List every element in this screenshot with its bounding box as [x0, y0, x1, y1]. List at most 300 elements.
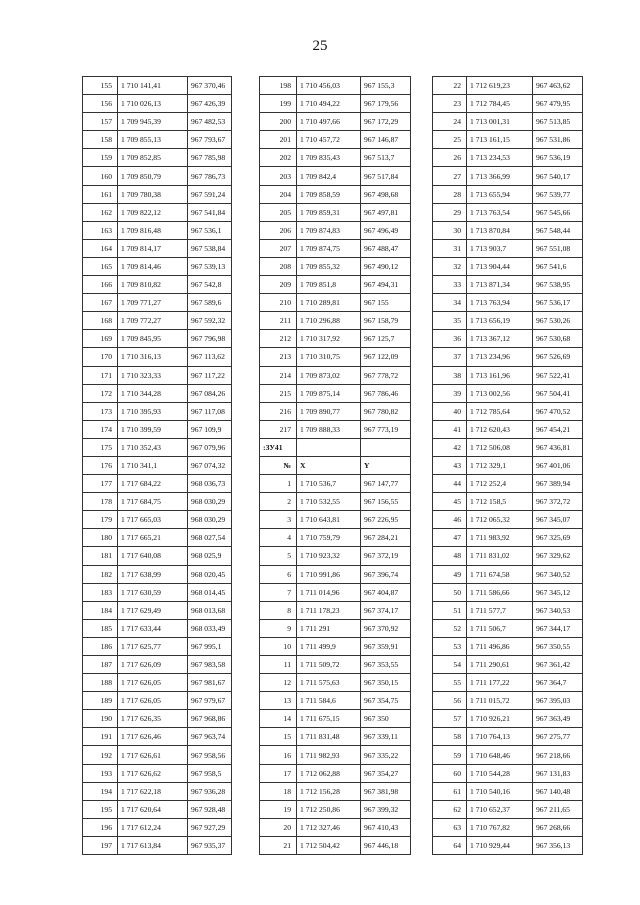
- x-coordinate-cell: 1 710 648,46: [467, 746, 533, 764]
- number-header: №: [260, 456, 297, 474]
- table-row: [260, 312, 411, 330]
- x-coordinate-cell: 1 710 991,86: [297, 565, 361, 583]
- x-coordinate-cell: 1 709 814,46: [118, 257, 188, 275]
- point-number-cell: 6: [260, 565, 297, 583]
- y-coordinate-cell: 967 591,24: [188, 185, 232, 203]
- table-row: [83, 547, 232, 565]
- y-coordinate-cell: 967 538,84: [188, 239, 232, 257]
- table-row: [433, 764, 583, 782]
- x-coordinate-cell: 1 712 065,32: [467, 511, 533, 529]
- table-row: [260, 493, 411, 511]
- y-coordinate-cell: 967 372,72: [533, 493, 583, 511]
- y-coordinate-cell: 967 436,81: [533, 438, 583, 456]
- y-coordinate-cell: 968 030,29: [188, 511, 232, 529]
- y-header: Y: [361, 456, 411, 474]
- x-coordinate-cell: 1 711 584,6: [297, 692, 361, 710]
- y-coordinate-cell: 967 340,52: [533, 565, 583, 583]
- point-number-cell: 194: [83, 782, 118, 800]
- y-coordinate-cell: 968 025,9: [188, 547, 232, 565]
- y-coordinate-cell: 967 389,94: [533, 475, 583, 493]
- table-row: [260, 583, 411, 601]
- x-coordinate-cell: 1 709 873,02: [297, 366, 361, 384]
- y-coordinate-cell: 967 526,69: [533, 348, 583, 366]
- x-coordinate-cell: 1 713 903,7: [467, 239, 533, 257]
- point-number-cell: 201: [260, 131, 297, 149]
- y-coordinate-cell: 967 592,32: [188, 312, 232, 330]
- x-coordinate-cell: 1 709 845,95: [118, 330, 188, 348]
- y-coordinate-cell: 967 983,58: [188, 656, 232, 674]
- x-coordinate-cell: 1 713 871,34: [467, 276, 533, 294]
- table-row: [260, 239, 411, 257]
- point-number-cell: 159: [83, 149, 118, 167]
- point-number-cell: 190: [83, 710, 118, 728]
- y-coordinate-cell: 967 785,98: [188, 149, 232, 167]
- point-number-cell: 45: [433, 493, 467, 511]
- y-coordinate-cell: 967 147,77: [361, 475, 411, 493]
- x-coordinate-cell: 1 713 870,84: [467, 221, 533, 239]
- y-coordinate-cell: 967 109,9: [188, 420, 232, 438]
- x-coordinate-cell: 1 712 785,64: [467, 402, 533, 420]
- y-coordinate-cell: 967 981,67: [188, 674, 232, 692]
- table-row: [433, 674, 583, 692]
- x-coordinate-cell: 1 709 835,43: [297, 149, 361, 167]
- table-row: [260, 818, 411, 836]
- table-row: [433, 710, 583, 728]
- point-number-cell: 13: [260, 692, 297, 710]
- table-row: [260, 221, 411, 239]
- table-row: [83, 402, 232, 420]
- point-number-cell: 186: [83, 637, 118, 655]
- point-number-cell: 17: [260, 764, 297, 782]
- table-row: [260, 674, 411, 692]
- table-row: [260, 836, 411, 854]
- table-row: [260, 782, 411, 800]
- x-coordinate-cell: 1 710 497,66: [297, 113, 361, 131]
- table-row: [260, 402, 411, 420]
- x-coordinate-cell: 1 717 638,99: [118, 565, 188, 583]
- point-number-cell: 198: [260, 77, 297, 95]
- table-row: [83, 131, 232, 149]
- point-number-cell: 48: [433, 547, 467, 565]
- table-row: [433, 294, 583, 312]
- coordinates-table-left: [82, 76, 232, 855]
- x-coordinate-cell: 1 709 851,8: [297, 276, 361, 294]
- table-row: [433, 366, 583, 384]
- point-number-cell: 30: [433, 221, 467, 239]
- table-row: [433, 402, 583, 420]
- point-number-cell: 208: [260, 257, 297, 275]
- point-number-cell: 21: [260, 836, 297, 854]
- y-coordinate-cell: 967 156,55: [361, 493, 411, 511]
- table-row: [433, 95, 583, 113]
- x-coordinate-cell: 1 712 504,42: [297, 836, 361, 854]
- x-coordinate-cell: 1 709 855,13: [118, 131, 188, 149]
- table-row: [433, 601, 583, 619]
- y-coordinate-cell: 967 354,75: [361, 692, 411, 710]
- table-row: [433, 619, 583, 637]
- x-coordinate-cell: 1 710 395,93: [118, 402, 188, 420]
- point-number-cell: 50: [433, 583, 467, 601]
- x-coordinate-cell: 1 710 759,79: [297, 529, 361, 547]
- table-row: [433, 77, 583, 95]
- x-coordinate-cell: 1 712 156,28: [297, 782, 361, 800]
- y-coordinate-cell: 967 551,08: [533, 239, 583, 257]
- y-coordinate-cell: 967 968,86: [188, 710, 232, 728]
- y-coordinate-cell: 967 079,96: [188, 438, 232, 456]
- table-row: [433, 475, 583, 493]
- table-row: [433, 836, 583, 854]
- table-row: [433, 656, 583, 674]
- x-coordinate-cell: 1 711 499,9: [297, 637, 361, 655]
- y-coordinate-cell: 967 353,55: [361, 656, 411, 674]
- x-coordinate-cell: 1 712 158,5: [467, 493, 533, 511]
- y-coordinate-cell: 967 479,95: [533, 95, 583, 113]
- table-row: [260, 728, 411, 746]
- point-number-cell: 41: [433, 420, 467, 438]
- y-coordinate-cell: 968 027,54: [188, 529, 232, 547]
- point-number-cell: 37: [433, 348, 467, 366]
- table-row: [83, 185, 232, 203]
- point-number-cell: 203: [260, 167, 297, 185]
- table-row: [83, 493, 232, 511]
- point-number-cell: 171: [83, 366, 118, 384]
- x-coordinate-cell: 1 711 577,7: [467, 601, 533, 619]
- y-coordinate-cell: 967 125,7: [361, 330, 411, 348]
- section-label: :ЗУ41: [260, 438, 297, 456]
- y-coordinate-cell: 967 401,06: [533, 456, 583, 474]
- point-number-cell: 166: [83, 276, 118, 294]
- y-coordinate-cell: 967 275,77: [533, 728, 583, 746]
- point-number-cell: 44: [433, 475, 467, 493]
- point-number-cell: 202: [260, 149, 297, 167]
- table-row: [83, 221, 232, 239]
- y-coordinate-cell: 967 536,1: [188, 221, 232, 239]
- point-number-cell: 170: [83, 348, 118, 366]
- table-row: [433, 529, 583, 547]
- point-number-cell: 7: [260, 583, 297, 601]
- y-coordinate-cell: 967 345,07: [533, 511, 583, 529]
- point-number-cell: 58: [433, 728, 467, 746]
- table-row: [83, 782, 232, 800]
- point-number-cell: 213: [260, 348, 297, 366]
- point-number-cell: 211: [260, 312, 297, 330]
- point-number-cell: 12: [260, 674, 297, 692]
- y-coordinate-cell: 967 395,03: [533, 692, 583, 710]
- x-coordinate-cell: 1 713 234,53: [467, 149, 533, 167]
- table-row: [260, 692, 411, 710]
- x-coordinate-cell: 1 709 855,32: [297, 257, 361, 275]
- y-coordinate-cell: 967 542,8: [188, 276, 232, 294]
- y-coordinate-cell: 967 539,13: [188, 257, 232, 275]
- point-number-cell: 209: [260, 276, 297, 294]
- y-coordinate-cell: 967 545,66: [533, 203, 583, 221]
- x-coordinate-cell: 1 711 831,02: [467, 547, 533, 565]
- table-row: [433, 384, 583, 402]
- y-coordinate-cell: 967 122,09: [361, 348, 411, 366]
- x-coordinate-cell: 1 717 622,18: [118, 782, 188, 800]
- point-number-cell: 23: [433, 95, 467, 113]
- point-number-cell: 215: [260, 384, 297, 402]
- x-coordinate-cell: 1 717 626,61: [118, 746, 188, 764]
- y-coordinate-cell: 967 074,32: [188, 456, 232, 474]
- y-coordinate-cell: 967 504,41: [533, 384, 583, 402]
- table-row: [83, 149, 232, 167]
- y-coordinate-cell: 967 793,67: [188, 131, 232, 149]
- table-row: [260, 547, 411, 565]
- x-coordinate-cell: 1 710 316,13: [118, 348, 188, 366]
- table-row: [83, 746, 232, 764]
- x-coordinate-cell: 1 713 001,31: [467, 113, 533, 131]
- x-coordinate-cell: 1 710 536,7: [297, 475, 361, 493]
- point-number-cell: 42: [433, 438, 467, 456]
- point-number-cell: 183: [83, 583, 118, 601]
- y-coordinate-cell: 967 158,79: [361, 312, 411, 330]
- x-coordinate-cell: 1 710 652,37: [467, 800, 533, 818]
- y-coordinate-cell: 967 356,13: [533, 836, 583, 854]
- x-coordinate-cell: 1 709 780,38: [118, 185, 188, 203]
- point-number-cell: 163: [83, 221, 118, 239]
- table-row: [83, 529, 232, 547]
- y-coordinate-cell: 967 539,77: [533, 185, 583, 203]
- point-number-cell: 200: [260, 113, 297, 131]
- table-row: [260, 800, 411, 818]
- y-coordinate-cell: 967 538,95: [533, 276, 583, 294]
- point-number-cell: 35: [433, 312, 467, 330]
- table-row: [260, 529, 411, 547]
- point-number-cell: 195: [83, 800, 118, 818]
- x-coordinate-cell: 1 710 764,13: [467, 728, 533, 746]
- table-row: [83, 637, 232, 655]
- point-number-cell: 8: [260, 601, 297, 619]
- y-coordinate-cell: 967 454,21: [533, 420, 583, 438]
- table-row: [260, 565, 411, 583]
- table-row: [433, 312, 583, 330]
- y-coordinate-cell: 967 363,49: [533, 710, 583, 728]
- point-number-cell: 192: [83, 746, 118, 764]
- table-row: [433, 692, 583, 710]
- x-coordinate-cell: 1 717 630,59: [118, 583, 188, 601]
- point-number-cell: 175: [83, 438, 118, 456]
- y-coordinate-cell: 968 030,29: [188, 493, 232, 511]
- x-coordinate-cell: 1 717 626,09: [118, 656, 188, 674]
- y-coordinate-cell: 967 936,28: [188, 782, 232, 800]
- y-coordinate-cell: 967 513,85: [533, 113, 583, 131]
- x-coordinate-cell: 1 717 684,22: [118, 475, 188, 493]
- table-row: [433, 330, 583, 348]
- table-row: [83, 800, 232, 818]
- table-row: [83, 511, 232, 529]
- point-number-cell: 176: [83, 456, 118, 474]
- point-number-cell: 174: [83, 420, 118, 438]
- point-number-cell: 199: [260, 95, 297, 113]
- x-coordinate-cell: 1 717 665,03: [118, 511, 188, 529]
- table-row: [433, 420, 583, 438]
- y-coordinate-cell: 967 979,67: [188, 692, 232, 710]
- point-number-cell: 173: [83, 402, 118, 420]
- y-coordinate-cell: 967 548,44: [533, 221, 583, 239]
- point-number-cell: 16: [260, 746, 297, 764]
- point-number-cell: 25: [433, 131, 467, 149]
- table-row: [83, 384, 232, 402]
- y-coordinate-cell: 967 340,53: [533, 601, 583, 619]
- table-row: [260, 294, 411, 312]
- point-number-cell: 216: [260, 402, 297, 420]
- y-coordinate-cell: 967 536,17: [533, 294, 583, 312]
- coordinates-table-middle: [259, 76, 411, 855]
- point-number-cell: 14: [260, 710, 297, 728]
- y-coordinate-cell: 967 370,46: [188, 77, 232, 95]
- x-coordinate-cell: 1 713 763,94: [467, 294, 533, 312]
- point-number-cell: 55: [433, 674, 467, 692]
- point-number-cell: 204: [260, 185, 297, 203]
- x-coordinate-cell: 1 710 341,1: [118, 456, 188, 474]
- y-coordinate-cell: 967 370,92: [361, 619, 411, 637]
- point-number-cell: 54: [433, 656, 467, 674]
- table-row: [83, 475, 232, 493]
- x-coordinate-cell: 1 711 291: [297, 619, 361, 637]
- x-coordinate-cell: 1 710 540,16: [467, 782, 533, 800]
- table-row: [83, 77, 232, 95]
- x-coordinate-cell: 1 713 904,44: [467, 257, 533, 275]
- y-coordinate-cell: 967 344,17: [533, 619, 583, 637]
- point-number-cell: 15: [260, 728, 297, 746]
- y-coordinate-cell: 967 396,74: [361, 565, 411, 583]
- x-coordinate-cell: 1 710 352,43: [118, 438, 188, 456]
- y-coordinate-cell: 967 530,26: [533, 312, 583, 330]
- y-coordinate-cell: 967 131,83: [533, 764, 583, 782]
- x-coordinate-cell: 1 717 665,21: [118, 529, 188, 547]
- point-number-cell: 47: [433, 529, 467, 547]
- y-coordinate-cell: 967 325,69: [533, 529, 583, 547]
- table-row: [83, 692, 232, 710]
- table-row: [260, 656, 411, 674]
- table-row: [433, 547, 583, 565]
- page-number: 25: [312, 38, 328, 54]
- table-row: [83, 583, 232, 601]
- x-coordinate-cell: 1 709 822,12: [118, 203, 188, 221]
- table-row: [260, 710, 411, 728]
- point-number-cell: 26: [433, 149, 467, 167]
- x-coordinate-cell: 1 710 494,22: [297, 95, 361, 113]
- y-coordinate-cell: 967 364,7: [533, 674, 583, 692]
- y-coordinate-cell: 967 958,5: [188, 764, 232, 782]
- y-coordinate-cell: 967 211,65: [533, 800, 583, 818]
- table-row: [83, 456, 232, 474]
- table-row: [260, 764, 411, 782]
- x-coordinate-cell: 1 713 655,94: [467, 185, 533, 203]
- point-number-cell: 1: [260, 475, 297, 493]
- x-coordinate-cell: 1 713 161,96: [467, 366, 533, 384]
- table-row: [433, 185, 583, 203]
- x-coordinate-cell: 1 717 625,77: [118, 637, 188, 655]
- table-row: [260, 149, 411, 167]
- point-number-cell: 180: [83, 529, 118, 547]
- point-number-cell: 188: [83, 674, 118, 692]
- table-row: [433, 239, 583, 257]
- point-number-cell: 28: [433, 185, 467, 203]
- x-coordinate-cell: 1 711 496,86: [467, 637, 533, 655]
- point-number-cell: 57: [433, 710, 467, 728]
- x-coordinate-cell: 1 710 310,75: [297, 348, 361, 366]
- point-number-cell: 206: [260, 221, 297, 239]
- x-coordinate-cell: 1 710 532,55: [297, 493, 361, 511]
- y-coordinate-cell: 967 497,81: [361, 203, 411, 221]
- point-number-cell: 49: [433, 565, 467, 583]
- x-coordinate-cell: 1 717 612,24: [118, 818, 188, 836]
- point-number-cell: 22: [433, 77, 467, 95]
- y-coordinate-cell: 967 284,21: [361, 529, 411, 547]
- point-number-cell: 27: [433, 167, 467, 185]
- y-coordinate-cell: 967 531,86: [533, 131, 583, 149]
- y-coordinate-cell: 967 335,22: [361, 746, 411, 764]
- y-coordinate-cell: 967 773,19: [361, 420, 411, 438]
- table-row: [83, 764, 232, 782]
- table-row: [433, 348, 583, 366]
- table-row: [260, 113, 411, 131]
- x-coordinate-cell: 1 712 506,08: [467, 438, 533, 456]
- x-coordinate-cell: 1 717 626,05: [118, 692, 188, 710]
- table-row: [83, 203, 232, 221]
- y-coordinate-cell: 967 372,19: [361, 547, 411, 565]
- x-coordinate-cell: 1 717 620,64: [118, 800, 188, 818]
- point-number-cell: 46: [433, 511, 467, 529]
- x-coordinate-cell: 1 711 983,92: [467, 529, 533, 547]
- y-coordinate-cell: 967 084,26: [188, 384, 232, 402]
- y-coordinate-cell: 967 218,66: [533, 746, 583, 764]
- point-number-cell: 38: [433, 366, 467, 384]
- table-row: [83, 710, 232, 728]
- point-number-cell: 185: [83, 619, 118, 637]
- x-coordinate-cell: 1 711 586,66: [467, 583, 533, 601]
- table-row: [260, 257, 411, 275]
- x-coordinate-cell: 1 710 141,41: [118, 77, 188, 95]
- x-coordinate-cell: 1 709 850,79: [118, 167, 188, 185]
- y-coordinate-cell: 967 329,62: [533, 547, 583, 565]
- x-coordinate-cell: 1 710 457,72: [297, 131, 361, 149]
- x-coordinate-cell: 1 711 290,61: [467, 656, 533, 674]
- x-coordinate-cell: 1 710 323,33: [118, 366, 188, 384]
- point-number-cell: 157: [83, 113, 118, 131]
- y-coordinate-cell: 967 498,68: [361, 185, 411, 203]
- y-coordinate-cell: 967 117,22: [188, 366, 232, 384]
- table-row: [83, 420, 232, 438]
- y-coordinate-cell: 967 796,98: [188, 330, 232, 348]
- x-coordinate-cell: 1 709 852,85: [118, 149, 188, 167]
- x-coordinate-cell: 1 712 329,1: [467, 456, 533, 474]
- point-number-cell: 32: [433, 257, 467, 275]
- x-coordinate-cell: 1 713 366,99: [467, 167, 533, 185]
- point-number-cell: 63: [433, 818, 467, 836]
- table-row: [260, 131, 411, 149]
- x-coordinate-cell: 1 710 289,81: [297, 294, 361, 312]
- x-coordinate-cell: 1 710 344,28: [118, 384, 188, 402]
- table-row: [260, 619, 411, 637]
- x-coordinate-cell: 1 711 674,58: [467, 565, 533, 583]
- x-coordinate-cell: 1 709 771,27: [118, 294, 188, 312]
- x-coordinate-cell: 1 709 858,59: [297, 185, 361, 203]
- table-row: [260, 185, 411, 203]
- point-number-cell: 168: [83, 312, 118, 330]
- point-number-cell: 182: [83, 565, 118, 583]
- y-coordinate-cell: 967 361,42: [533, 656, 583, 674]
- table-row: [260, 637, 411, 655]
- x-coordinate-cell: 1 717 626,62: [118, 764, 188, 782]
- x-coordinate-cell: 1 710 317,92: [297, 330, 361, 348]
- point-number-cell: 177: [83, 475, 118, 493]
- table-row: [433, 276, 583, 294]
- table-row: [83, 239, 232, 257]
- x-coordinate-cell: 1 712 327,46: [297, 818, 361, 836]
